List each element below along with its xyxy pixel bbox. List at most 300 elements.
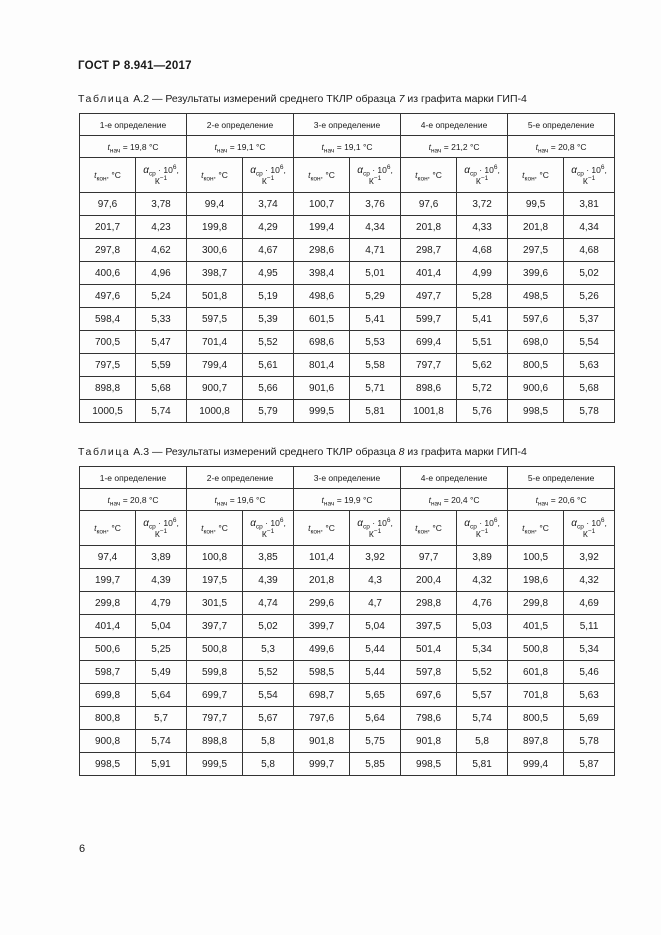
caption-word: Таблица [78, 446, 131, 458]
cell-temperature: 198,6 [508, 569, 564, 592]
unit-celsius: °C [432, 523, 442, 533]
cell-temperature: 97,6 [401, 193, 457, 216]
determination-header-row [80, 467, 615, 489]
cell-alpha: 4,71 [350, 239, 401, 262]
caption-text: А.2 — Результаты измерений среднего ТКЛР образца [130, 93, 399, 105]
table-row [80, 569, 615, 592]
cell-temperature: 297,8 [80, 239, 136, 262]
cell-alpha: 5,87 [564, 753, 615, 776]
cell-temperature: 701,8 [508, 684, 564, 707]
cell-alpha: 5,41 [457, 308, 508, 331]
unit-kelvin: К [368, 528, 374, 539]
start-temperature-value: = 19,9 °С [336, 494, 373, 505]
cell-temperature: 398,7 [187, 262, 243, 285]
cell-temperature: 201,7 [80, 216, 136, 239]
exponent-6: 6 [279, 516, 284, 524]
cell-alpha: 5,29 [350, 285, 401, 308]
cell-alpha: 5,72 [457, 377, 508, 400]
cell-temperature: 700,5 [80, 331, 136, 354]
cell-alpha: 5,63 [564, 354, 615, 377]
symbol-t: t [428, 141, 431, 152]
exponent-6: 6 [172, 163, 177, 171]
determination-name: 2-е определение [187, 467, 294, 489]
column-label-temperature: $t_{кон}$, °C [80, 158, 136, 193]
cell-alpha: 5,74 [457, 707, 508, 730]
symbol-t: t [321, 141, 324, 152]
determination-name: 5-е определение [508, 114, 615, 136]
cell-alpha: 4,95 [243, 262, 294, 285]
cell-alpha: 3,74 [243, 193, 294, 216]
table-row [80, 661, 615, 684]
cell-temperature: 601,8 [508, 661, 564, 684]
start-temperature-value: = 19,1 °С [336, 141, 373, 152]
cell-temperature: 699,4 [401, 331, 457, 354]
symbol-t: t [107, 141, 110, 152]
cell-alpha: 5,04 [136, 615, 187, 638]
cell-alpha: 5,24 [136, 285, 187, 308]
table-row [80, 615, 615, 638]
exponent-6: 6 [600, 163, 605, 171]
cell-temperature: 797,6 [294, 707, 350, 730]
unit-celsius: °C [218, 523, 228, 533]
table-row [80, 753, 615, 776]
cell-alpha: 5,52 [457, 661, 508, 684]
cell-alpha: 3,92 [350, 546, 401, 569]
cell-alpha: 5,02 [564, 262, 615, 285]
cell-alpha: 5,64 [350, 707, 401, 730]
start-temperature [294, 489, 401, 511]
cell-temperature: 998,5 [508, 400, 564, 423]
cell-alpha: 4,68 [564, 239, 615, 262]
cell-alpha: 5,8 [243, 730, 294, 753]
cell-temperature: 701,4 [187, 331, 243, 354]
cell-alpha: 4,76 [457, 592, 508, 615]
multiplier: · 10 [586, 517, 601, 528]
determination-name: 4-е определение [401, 467, 508, 489]
cell-temperature: 800,5 [508, 354, 564, 377]
start-temperature-value: = 21,2 °С [443, 141, 480, 152]
column-label-alpha: $\alpha_{ср} \cdot 10^6$, $К^{-1}$ [243, 158, 294, 193]
cell-temperature: 1001,8 [401, 400, 457, 423]
caption-end: из графита марки ГИП-4 [404, 446, 527, 458]
table-row [80, 638, 615, 661]
exponent-6: 6 [279, 163, 284, 171]
cell-temperature: 698,6 [294, 331, 350, 354]
cell-temperature: 801,4 [294, 354, 350, 377]
symbol-t: t [535, 141, 538, 152]
start-temperature-value: = 19,8 °С [122, 141, 159, 152]
cell-temperature: 597,8 [401, 661, 457, 684]
cell-temperature: 99,5 [508, 193, 564, 216]
cell-alpha: 5,74 [136, 400, 187, 423]
subscript-sr: ср [362, 170, 370, 178]
cell-temperature: 301,5 [187, 592, 243, 615]
cell-temperature: 698,7 [294, 684, 350, 707]
cell-alpha: 5,57 [457, 684, 508, 707]
sample-number: 8 [398, 446, 405, 458]
cell-alpha: 5,66 [243, 377, 294, 400]
cell-alpha: 5,81 [457, 753, 508, 776]
table-row [80, 308, 615, 331]
cell-temperature: 998,5 [80, 753, 136, 776]
cell-alpha: 3,72 [457, 193, 508, 216]
cell-alpha: 5,54 [243, 684, 294, 707]
cell-alpha: 5,41 [350, 308, 401, 331]
symbol-alpha: α [464, 517, 470, 529]
cell-alpha: 5,53 [350, 331, 401, 354]
exponent-minus-1: −1 [373, 174, 382, 182]
start-temperature [401, 489, 508, 511]
results-table-a3 [79, 466, 615, 776]
column-label-temperature: $t_{кон}$, °C [294, 158, 350, 193]
cell-temperature: 101,4 [294, 546, 350, 569]
cell-alpha: 5,33 [136, 308, 187, 331]
cell-alpha: 4,3 [350, 569, 401, 592]
table-row [80, 592, 615, 615]
exponent-6: 6 [493, 516, 498, 524]
cell-temperature: 999,4 [508, 753, 564, 776]
sample-number: 7 [398, 93, 405, 105]
subscript-nach: нач [216, 500, 228, 508]
cell-alpha: 5,68 [564, 377, 615, 400]
table-row [80, 193, 615, 216]
exponent-minus-1: −1 [480, 174, 489, 182]
start-temperature-value: = 20,8 °С [122, 494, 159, 505]
cell-alpha: 5,67 [243, 707, 294, 730]
cell-temperature: 797,5 [80, 354, 136, 377]
exponent-6: 6 [600, 516, 605, 524]
cell-alpha: 5,34 [564, 638, 615, 661]
cell-temperature: 697,6 [401, 684, 457, 707]
cell-temperature: 999,5 [294, 400, 350, 423]
unit-kelvin: К [582, 175, 588, 186]
multiplier: · 10 [372, 517, 387, 528]
cell-alpha: 4,32 [564, 569, 615, 592]
cell-temperature: 197,5 [187, 569, 243, 592]
cell-alpha: 5,39 [243, 308, 294, 331]
cell-temperature: 199,7 [80, 569, 136, 592]
subscript-sr: ср [148, 523, 156, 531]
column-label-alpha: $\alpha_{ср} \cdot 10^6$, $К^{-1}$ [457, 158, 508, 193]
cell-alpha: 5,54 [564, 331, 615, 354]
cell-alpha: 5,3 [243, 638, 294, 661]
symbol-t: t [94, 170, 97, 180]
cell-alpha: 5,63 [564, 684, 615, 707]
multiplier: · 10 [158, 164, 173, 175]
multiplier: · 10 [586, 164, 601, 175]
subscript-nach: нач [109, 147, 121, 155]
column-label-row [80, 511, 615, 546]
document-header: ГОСТ Р 8.941—2017 [78, 60, 192, 72]
subscript-kon: кон [96, 528, 107, 536]
cell-alpha: 5,8 [457, 730, 508, 753]
results-table-a2 [79, 113, 615, 423]
cell-alpha: 5,85 [350, 753, 401, 776]
cell-alpha: 4,96 [136, 262, 187, 285]
cell-temperature: 497,7 [401, 285, 457, 308]
subscript-sr: ср [362, 523, 370, 531]
column-label-temperature: $t_{кон}$, °C [508, 511, 564, 546]
start-temperature [508, 489, 615, 511]
cell-alpha: 5,47 [136, 331, 187, 354]
cell-temperature: 199,4 [294, 216, 350, 239]
subscript-sr: ср [255, 523, 263, 531]
cell-alpha: 5,11 [564, 615, 615, 638]
determination-name: 3-е определение [294, 467, 401, 489]
subscript-nach: нач [323, 147, 335, 155]
cell-alpha: 5,65 [350, 684, 401, 707]
column-label-alpha: $\alpha_{ср} \cdot 10^6$, $К^{-1}$ [564, 511, 615, 546]
unit-kelvin: К [154, 175, 160, 186]
start-temperature [294, 136, 401, 158]
symbol-alpha: α [464, 164, 470, 176]
cell-alpha: 4,99 [457, 262, 508, 285]
determination-name: 5-е определение [508, 467, 615, 489]
cell-alpha: 5,7 [136, 707, 187, 730]
cell-alpha: 4,33 [457, 216, 508, 239]
cell-alpha: 5,26 [564, 285, 615, 308]
symbol-t: t [308, 170, 311, 180]
subscript-kon: кон [417, 175, 428, 183]
cell-alpha: 5,04 [350, 615, 401, 638]
unit-kelvin: К [154, 528, 160, 539]
table-row [80, 707, 615, 730]
cell-alpha: 5,52 [243, 331, 294, 354]
subscript-kon: кон [310, 175, 321, 183]
cell-alpha: 4,62 [136, 239, 187, 262]
table-caption-a3 [78, 446, 527, 458]
cell-alpha: 4,39 [243, 569, 294, 592]
cell-temperature: 898,6 [401, 377, 457, 400]
symbol-alpha: α [250, 517, 256, 529]
cell-alpha: 5,37 [564, 308, 615, 331]
column-label-temperature: $t_{кон}$, °C [401, 158, 457, 193]
cell-temperature: 797,7 [401, 354, 457, 377]
table-row [80, 730, 615, 753]
subscript-sr: ср [469, 170, 477, 178]
symbol-alpha: α [143, 164, 149, 176]
multiplier: · 10 [372, 164, 387, 175]
cell-temperature: 100,7 [294, 193, 350, 216]
cell-temperature: 897,8 [508, 730, 564, 753]
table-row [80, 285, 615, 308]
cell-temperature: 100,8 [187, 546, 243, 569]
cell-temperature: 601,5 [294, 308, 350, 331]
cell-alpha: 5,46 [564, 661, 615, 684]
exponent-6: 6 [493, 163, 498, 171]
table-row [80, 331, 615, 354]
subscript-kon: кон [96, 175, 107, 183]
cell-alpha: 4,23 [136, 216, 187, 239]
unit-kelvin: К [475, 175, 481, 186]
symbol-t: t [522, 523, 525, 533]
unit-kelvin: К [261, 175, 267, 186]
cell-alpha: 5,19 [243, 285, 294, 308]
column-label-temperature: $t_{кон}$, °C [401, 511, 457, 546]
cell-temperature: 99,4 [187, 193, 243, 216]
table-row [80, 239, 615, 262]
symbol-alpha: α [250, 164, 256, 176]
caption-word: Таблица [78, 93, 131, 105]
start-temperature [80, 489, 187, 511]
cell-temperature: 999,5 [187, 753, 243, 776]
symbol-t: t [428, 494, 431, 505]
cell-temperature: 800,5 [508, 707, 564, 730]
cell-temperature: 201,8 [294, 569, 350, 592]
cell-alpha: 4,79 [136, 592, 187, 615]
subscript-nach: нач [537, 147, 549, 155]
cell-temperature: 398,4 [294, 262, 350, 285]
unit-kelvin: К [261, 528, 267, 539]
cell-temperature: 97,4 [80, 546, 136, 569]
cell-alpha: 5,61 [243, 354, 294, 377]
cell-alpha: 4,29 [243, 216, 294, 239]
cell-alpha: 5,34 [457, 638, 508, 661]
symbol-t: t [214, 494, 217, 505]
cell-temperature: 97,7 [401, 546, 457, 569]
unit-celsius: °C [111, 170, 121, 180]
cell-alpha: 4,74 [243, 592, 294, 615]
cell-temperature: 298,8 [401, 592, 457, 615]
cell-alpha: 5,78 [564, 400, 615, 423]
cell-alpha: 4,34 [564, 216, 615, 239]
column-label-alpha: $\alpha_{ср} \cdot 10^6$, $К^{-1}$ [350, 158, 401, 193]
cell-alpha: 3,78 [136, 193, 187, 216]
cell-temperature: 1000,8 [187, 400, 243, 423]
column-label-alpha: $\alpha_{ср} \cdot 10^6$, $К^{-1}$ [564, 158, 615, 193]
symbol-t: t [201, 523, 204, 533]
cell-temperature: 901,6 [294, 377, 350, 400]
subscript-nach: нач [323, 500, 335, 508]
cell-alpha: 5,78 [564, 730, 615, 753]
cell-alpha: 3,89 [457, 546, 508, 569]
cell-temperature: 201,8 [508, 216, 564, 239]
table-row [80, 546, 615, 569]
symbol-alpha: α [571, 517, 577, 529]
cell-temperature: 598,4 [80, 308, 136, 331]
exponent-6: 6 [386, 163, 391, 171]
subscript-nach: нач [537, 500, 549, 508]
subscript-nach: нач [109, 500, 121, 508]
exponent-minus-1: −1 [373, 527, 382, 535]
multiplier: · 10 [158, 517, 173, 528]
cell-alpha: 5,58 [350, 354, 401, 377]
cell-alpha: 4,39 [136, 569, 187, 592]
cell-alpha: 5,76 [457, 400, 508, 423]
cell-temperature: 597,6 [508, 308, 564, 331]
cell-alpha: 5,91 [136, 753, 187, 776]
column-label-alpha: $\alpha_{ср} \cdot 10^6$, $К^{-1}$ [136, 511, 187, 546]
cell-temperature: 898,8 [187, 730, 243, 753]
determination-name: 2-е определение [187, 114, 294, 136]
cell-temperature: 598,5 [294, 661, 350, 684]
start-temperature [80, 136, 187, 158]
symbol-t: t [107, 494, 110, 505]
cell-alpha: 4,34 [350, 216, 401, 239]
cell-alpha: 5,64 [136, 684, 187, 707]
cell-temperature: 498,5 [508, 285, 564, 308]
unit-celsius: °C [218, 170, 228, 180]
exponent-minus-1: −1 [587, 527, 596, 535]
cell-alpha: 5,44 [350, 638, 401, 661]
start-temperature-value: = 19,6 °С [229, 494, 266, 505]
start-temperature [187, 136, 294, 158]
cell-temperature: 100,5 [508, 546, 564, 569]
cell-alpha: 4,67 [243, 239, 294, 262]
cell-temperature: 299,8 [508, 592, 564, 615]
cell-alpha: 5,69 [564, 707, 615, 730]
cell-alpha: 5,02 [243, 615, 294, 638]
cell-temperature: 401,5 [508, 615, 564, 638]
cell-temperature: 399,6 [508, 262, 564, 285]
symbol-t: t [308, 523, 311, 533]
table-caption-a2 [78, 93, 527, 105]
page-number: 6 [79, 843, 86, 855]
subscript-kon: кон [310, 528, 321, 536]
subscript-nach: нач [216, 147, 228, 155]
cell-temperature: 500,8 [508, 638, 564, 661]
cell-temperature: 401,4 [80, 615, 136, 638]
cell-alpha: 3,89 [136, 546, 187, 569]
cell-temperature: 900,7 [187, 377, 243, 400]
cell-temperature: 399,7 [294, 615, 350, 638]
table-row [80, 354, 615, 377]
table-row [80, 684, 615, 707]
subscript-kon: кон [417, 528, 428, 536]
cell-temperature: 599,8 [187, 661, 243, 684]
determination-header-row [80, 114, 615, 136]
unit-celsius: °C [539, 170, 549, 180]
unit-celsius: °C [432, 170, 442, 180]
symbol-alpha: α [571, 164, 577, 176]
cell-temperature: 901,8 [294, 730, 350, 753]
cell-temperature: 500,6 [80, 638, 136, 661]
cell-temperature: 401,4 [401, 262, 457, 285]
determination-name: 4-е определение [401, 114, 508, 136]
unit-kelvin: К [475, 528, 481, 539]
column-label-alpha: $\alpha_{ср} \cdot 10^6$, $К^{-1}$ [243, 511, 294, 546]
multiplier: · 10 [479, 517, 494, 528]
column-label-temperature: $t_{кон}$, °C [294, 511, 350, 546]
cell-alpha: 5,51 [457, 331, 508, 354]
cell-alpha: 5,62 [457, 354, 508, 377]
determination-name: 3-е определение [294, 114, 401, 136]
cell-temperature: 397,7 [187, 615, 243, 638]
cell-temperature: 199,8 [187, 216, 243, 239]
cell-temperature: 699,8 [80, 684, 136, 707]
cell-temperature: 501,4 [401, 638, 457, 661]
exponent-minus-1: −1 [266, 174, 275, 182]
start-temperature-value: = 19,1 °С [229, 141, 266, 152]
cell-temperature: 798,6 [401, 707, 457, 730]
unit-kelvin: К [368, 175, 374, 186]
exponent-minus-1: −1 [587, 174, 596, 182]
symbol-t: t [415, 523, 418, 533]
determination-name: 1-е определение [80, 114, 187, 136]
multiplier: · 10 [265, 517, 280, 528]
cell-temperature: 298,6 [294, 239, 350, 262]
start-temperature [401, 136, 508, 158]
cell-alpha: 5,52 [243, 661, 294, 684]
cell-temperature: 500,8 [187, 638, 243, 661]
cell-temperature: 898,8 [80, 377, 136, 400]
cell-temperature: 97,6 [80, 193, 136, 216]
cell-alpha: 5,49 [136, 661, 187, 684]
symbol-t: t [415, 170, 418, 180]
symbol-t: t [535, 494, 538, 505]
cell-alpha: 4,7 [350, 592, 401, 615]
cell-alpha: 5,03 [457, 615, 508, 638]
